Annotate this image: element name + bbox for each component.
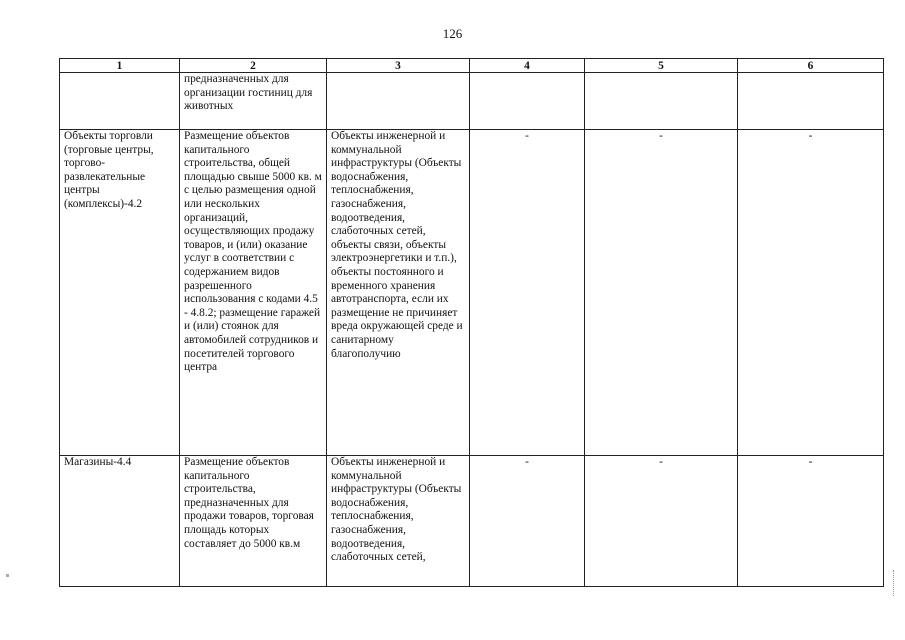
header-row: [60, 59, 884, 73]
table-cell: Магазины-4.4: [60, 456, 180, 587]
table-cell: Размещение объектов капитального строительства, предназначенных для продажи товаров, торговая площадь которых составляет до 5000 кв.м: [180, 456, 327, 587]
table-cell: [60, 73, 180, 130]
column-header: 4: [470, 59, 585, 73]
table-cell: [470, 73, 585, 130]
column-header: 1: [60, 59, 180, 73]
table-cell: -: [470, 456, 585, 587]
table-cell: [738, 73, 884, 130]
table-cell: [327, 73, 470, 130]
column-header: 6: [738, 59, 884, 73]
table-cell: предназначенных для организации гостиниц для животных: [180, 73, 327, 130]
table-cell: Размещение объектов капитального строительства, общей площадью свыше 5000 кв. м с целью размещения одной или нескольких организаций, осуществляющих продажу товаров, и (или) оказание услуг в соответствии с содержанием видов разрешенного использования с кодами 4.5 - 4.8.2; размещение гаражей и (или) стоянок для автомобилей сотрудников и посетителей торгового центра: [180, 130, 327, 456]
table-cell: -: [738, 456, 884, 587]
column-header: 3: [327, 59, 470, 73]
page-number: 126: [442, 26, 463, 41]
scan-mark: [6, 574, 9, 577]
scan-edge-marks: [893, 570, 897, 596]
table-cell: -: [470, 130, 585, 456]
column-header: 5: [585, 59, 738, 73]
table-cell: -: [585, 456, 738, 587]
table-cell: Объекты торговли (торговые центры, торгово-развлекательные центры (комплексы)-4.2: [60, 130, 180, 456]
table-row: [60, 456, 884, 587]
table-cell: -: [738, 130, 884, 456]
table-row: [60, 130, 884, 456]
table-cell: Объекты инженерной и коммунальной инфраструктуры (Объекты водоснабжения, теплоснабжения, газоснабжения, водоотведения, слаботочных сетей, объекты связи, объекты электроэнергетики и т.п.), объекты постоянного и временного хранения автотранспорта, если их размещение не причиняет вреда окружающей среде и санитарному благополучию: [327, 130, 470, 456]
table-cell: -: [585, 130, 738, 456]
table-cell: [585, 73, 738, 130]
table-row: [60, 73, 884, 130]
table-cell: Объекты инженерной и коммунальной инфраструктуры (Объекты водоснабжения, теплоснабжения, газоснабжения, водоотведения, слаботочных сетей,: [327, 456, 470, 587]
column-header: 2: [180, 59, 327, 73]
zoning-table: [59, 58, 884, 587]
